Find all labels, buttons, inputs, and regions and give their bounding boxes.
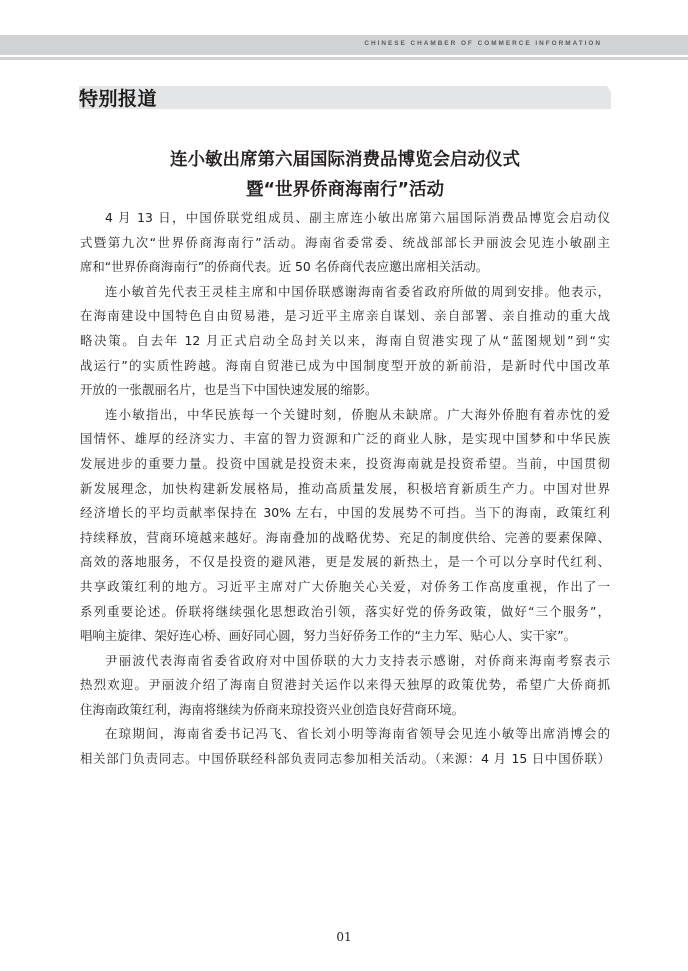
text-line: 持续释放，营商环境越来越好。海南叠加的战略优势、充足的制度供给、完善的要素保障、 [80, 529, 610, 545]
header-band [0, 35, 688, 55]
text-line: 相关部门负责同志。中国侨联经科部负责同志参加相关活动。（来源：4 月 15 日中国侨联） [80, 751, 610, 767]
text-line: 发展进步的重要力量。投资中国就是投资未来，投资海南就是投资希望。当前，中国贯彻 [80, 455, 610, 471]
text-line: 连小敏首先代表王灵桂主席和中国侨联感谢海南省委省政府所做的周到安排。他表示， [105, 283, 610, 299]
article-body [80, 206, 610, 772]
page-number: 01 [336, 930, 352, 944]
text-line: 式暨第九次“世界侨商海南行”活动。海南省委常委、统战部部长尹丽波会见连小敏副主 [80, 234, 610, 250]
text-line: 热烈欢迎。尹丽波介绍了海南自贸港封关运作以来得天独厚的政策优势，希望广大侨商抓 [80, 677, 610, 693]
paragraph-1 [80, 206, 610, 280]
text-line: 国情怀、雄厚的经济实力、丰富的智力资源和广泛的商业人脉，是实现中国梦和中华民族 [80, 431, 610, 447]
text-line: 高效的落地服务，不仅是投资的避风港，更是发展的新热土，是一个可以分享时代红利、 [80, 554, 610, 570]
header-divider [0, 57, 688, 60]
publication-name: CHINESE CHAMBER OF COMMERCE INFORMATION [364, 40, 602, 47]
article-title-line-1: 连小敏出席第六届国际消费品博览会启动仪式 [170, 150, 520, 170]
text-line: 在琼期间，海南省委书记冯飞、省长刘小明等海南省领导会见连小敏等出席消博会的 [105, 726, 610, 742]
text-line: 系列重要论述。侨联将继续强化思想政治引领，落实好党的侨务政策，做好“三个服务”， [80, 603, 610, 619]
text-line: 在海南建设中国特色自由贸易港，是习近平主席亲自谋划、亲自部署、亲自推动的重大战 [80, 308, 610, 324]
text-line: 新发展理念，加快构建新发展格局，推动高质量发展，积极培育新质生产力。中国对世界 [80, 480, 610, 496]
text-line: 住海南政策红利，海南将继续为侨商来琼投资兴业创造良好营商环境。 [80, 701, 465, 717]
text-line: 尹丽波代表海南省委省政府对中国侨联的大力支持表示感谢，对侨商来海南考察表示 [105, 652, 610, 668]
section-title: 特别报道 [79, 88, 158, 110]
text-line: 4 月 13 日，中国侨联党组成员、副主席连小敏出席第六届国际消费品博览会启动仪 [105, 210, 610, 225]
text-line: 经济增长的平均贡献率保持在 30% 左右，中国的发展势不可挡。当下的海南，政策红利 [80, 505, 610, 521]
paragraph-4 [80, 649, 610, 723]
section-bar [79, 86, 611, 109]
paragraph-5 [80, 722, 610, 771]
article-title-line-2: 暨“世界侨商海南行”活动 [245, 180, 444, 200]
text-line: 连小敏指出，中华民族每一个关键时刻，侨胞从未缺席。广大海外侨胞有着赤忱的爱 [105, 406, 610, 422]
text-line: 战运行”的实质性跨越。海南自贸港已成为中国制度型开放的新前沿，是新时代中国改革 [80, 357, 610, 373]
text-line: 开放的一张靓丽名片，也是当下中国快速发展的缩影。 [80, 382, 378, 398]
text-line: 唱响主旋律、架好连心桥、画好同心圆，努力当好侨务工作的“主力军、贴心人、实干家”。 [80, 628, 577, 644]
text-line: 共享政策红利的地方。习近平主席对广大侨胞关心关爱，对侨务工作高度重视，作出了一 [80, 578, 610, 594]
paragraph-2 [80, 280, 610, 403]
paragraph-3 [80, 403, 610, 649]
text-line: 席和“世界侨商海南行”的侨商代表。近 50 名侨商代表应邀出席相关活动。 [80, 259, 489, 275]
text-line: 略决策。自去年 12 月正式启动全岛封关以来，海南自贸港实现了从“蓝图规划”到“实 [80, 332, 610, 348]
